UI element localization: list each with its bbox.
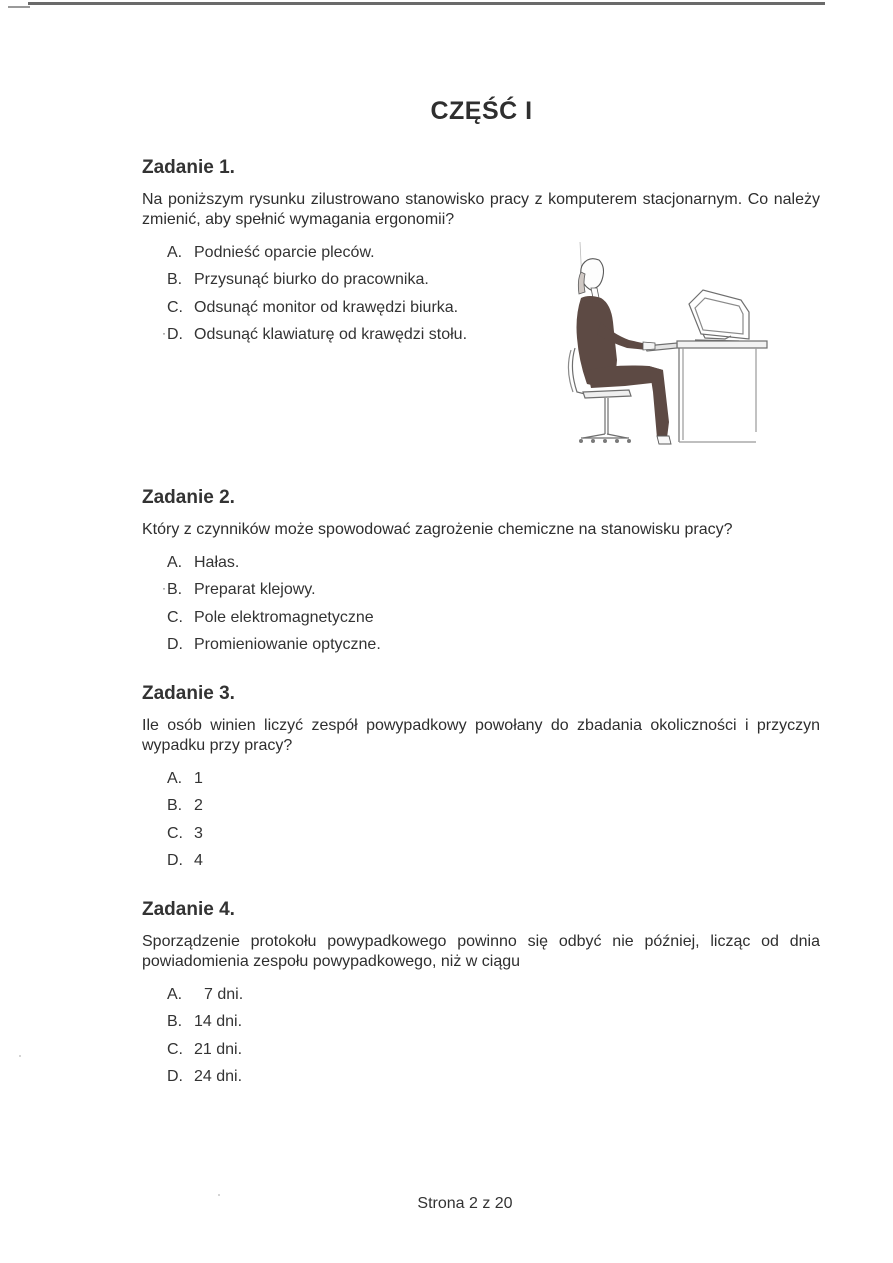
- option-letter: D.: [167, 1067, 183, 1085]
- option-text: 2: [194, 797, 203, 815]
- option-c[interactable]: [167, 1036, 820, 1063]
- option-text: 14 dni.: [194, 1013, 243, 1031]
- option-letter: D.: [167, 635, 183, 653]
- option-c[interactable]: [167, 604, 820, 631]
- option-letter: B.: [167, 797, 183, 815]
- option-text: 3: [194, 824, 203, 842]
- option-text: 21 dni.: [194, 1040, 243, 1058]
- option-letter: A.: [167, 986, 183, 1003]
- option-text: 24 dni.: [194, 1067, 243, 1085]
- option-letter: A.: [167, 244, 183, 261]
- option-letter: C.: [167, 298, 183, 316]
- option-text: Promieniowanie optyczne.: [194, 635, 381, 653]
- task-heading: Zadanie 2.: [142, 487, 235, 508]
- option-letter: B.: [167, 1013, 183, 1031]
- task-question: Ile osób winien liczyć zespół powypadkowy powołany do zbadania okoliczności i przyczyn wypadku przy pracy?: [142, 717, 820, 754]
- option-letter: B.: [167, 581, 183, 599]
- task-heading: Zadanie 3.: [142, 683, 235, 704]
- option-b[interactable]: [167, 792, 820, 819]
- task-question: Sporządzenie protokołu powypadkowego powinno się odbyć nie później, licząc od dnia powiadomienia zespołu powypadkowego, niż w ciągu: [142, 933, 820, 970]
- option-d[interactable]: [167, 1063, 820, 1090]
- option-text: Podnieść oparcie pleców.: [194, 244, 375, 261]
- task-heading: Zadanie 1.: [142, 157, 235, 178]
- page-number: Strona 2 z 20: [417, 1195, 513, 1212]
- option-text: Preparat klejowy.: [194, 581, 316, 599]
- option-text: Odsunąć klawiaturę od krawędzi stołu.: [194, 325, 468, 343]
- option-letter: A.: [167, 770, 183, 787]
- options-list: [142, 765, 820, 874]
- pencil-mark: ·: [162, 325, 166, 340]
- option-b[interactable]: [162, 576, 820, 603]
- person-silhouette: [577, 259, 672, 444]
- scan-speck: [19, 1055, 21, 1057]
- option-a[interactable]: [167, 549, 820, 576]
- option-text: Przysunąć biurko do pracownika.: [194, 271, 429, 289]
- desk-top: [677, 341, 767, 348]
- option-d[interactable]: [167, 631, 820, 658]
- option-letter: A.: [167, 554, 183, 571]
- option-text: 1: [194, 770, 203, 787]
- task-question: Na poniższym rysunku zilustrowano stanowisko pracy z komputerem stacjonarnym. Co należy zmienić, aby spełnić wymagania ergonomii?: [142, 191, 820, 228]
- option-letter: C.: [167, 608, 183, 626]
- option-text: Odsunąć monitor od krawędzi biurka.: [194, 298, 459, 316]
- ergonomic-workstation-illustration: [555, 242, 775, 454]
- option-text: Hałas.: [194, 554, 240, 571]
- option-letter: B.: [167, 271, 183, 289]
- task-3: [142, 683, 820, 874]
- task-4: [142, 899, 820, 1090]
- option-d[interactable]: [167, 847, 820, 874]
- option-letter: C.: [167, 824, 183, 842]
- page-title: CZĘŚĆ I: [430, 97, 533, 125]
- option-text: Pole elektromagnetyczne: [194, 608, 374, 626]
- task-heading: Zadanie 4.: [142, 899, 235, 920]
- task-question: Który z czynników może spowodować zagrożenie chemiczne na stanowisku pracy?: [142, 521, 733, 538]
- options-list: [142, 549, 820, 658]
- option-a[interactable]: [167, 981, 820, 1008]
- option-letter: D.: [167, 325, 183, 343]
- options-list: [142, 981, 820, 1090]
- option-text: 4: [194, 851, 203, 869]
- option-c[interactable]: [167, 820, 820, 847]
- task-2: [142, 487, 820, 658]
- pencil-mark: ·: [162, 581, 166, 596]
- workstation-drawing: [555, 242, 775, 454]
- top-border-line: [28, 2, 825, 5]
- option-letter: C.: [167, 1040, 183, 1058]
- option-a[interactable]: [167, 765, 820, 792]
- option-b[interactable]: [167, 1008, 820, 1035]
- option-text: 7 dni.: [204, 986, 244, 1003]
- top-border-tick: [8, 6, 30, 8]
- option-letter: D.: [167, 851, 183, 869]
